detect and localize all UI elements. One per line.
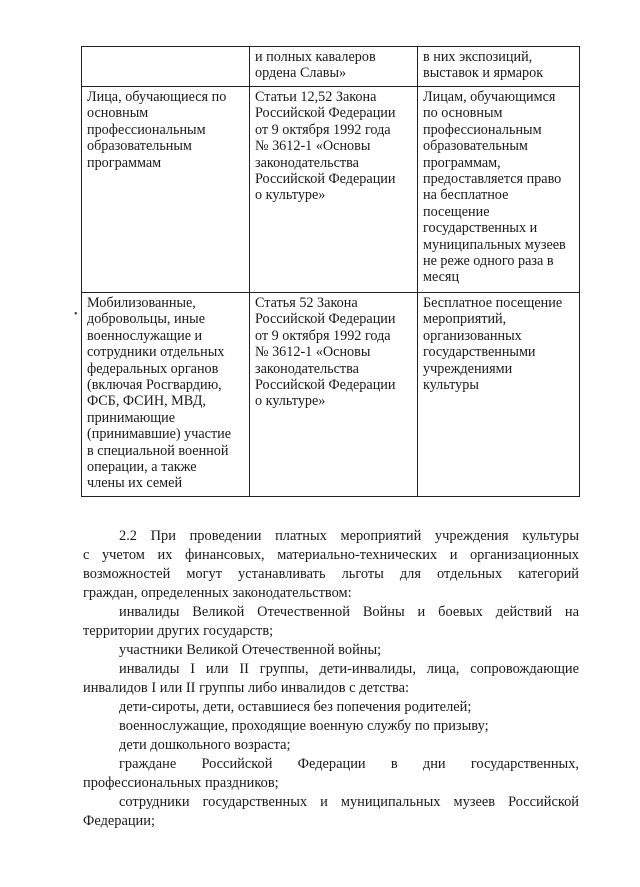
cell-text-line: федеральных органов (87, 360, 219, 377)
cell-text-line: в специальной военной (87, 442, 229, 459)
list-item-line: дети-сироты, дети, оставшиеся без попечения родителей; (119, 699, 472, 715)
cell-text-line: (принимавшие) участие (87, 426, 232, 443)
list-item-line: граждане Российской Федерации в дни государственных, (119, 756, 579, 772)
cell-text-line: выставок и ярмарок (423, 65, 544, 82)
cell-text-line: Статья 52 Закона (255, 295, 358, 311)
cell-text-line: посещение (423, 203, 490, 220)
table-row (82, 47, 580, 87)
cell-text-line: профессиональным (87, 121, 206, 138)
cell-text-line: государственными (423, 344, 536, 361)
cell-text-line: государственных и (423, 220, 538, 237)
cell-text-line: предоставляется право (423, 171, 562, 188)
table-cell-category (82, 87, 250, 293)
cell-text-line: культуры (423, 377, 479, 394)
list-item-line: участники Великой Отечественной войны; (119, 642, 382, 658)
cell-text-line: профессиональным (423, 121, 542, 138)
cell-text-line: муниципальных музеев (423, 236, 566, 253)
list-item-line: инвалиды I или II группы, дети-инвалиды, лица, сопровождающие (119, 661, 579, 677)
cell-text-line: образовательным (87, 138, 192, 155)
list-item-line: Федерации; (83, 813, 155, 829)
cell-text-line: законодательства (255, 360, 359, 377)
list-item-line: дети дошкольного возраста; (119, 737, 291, 753)
paragraph-2-2-line: 2.2 При проведении платных мероприятий учреждения культуры (119, 528, 579, 544)
paragraph-2-2-line: возможностей могут устанавливать льготы для отдельных категорий (83, 566, 579, 582)
list-item-line: военнослужащие, проходящие военную службу по призыву; (119, 718, 489, 734)
cell-text-line: и полных кавалеров (255, 49, 376, 65)
cell-text-line: военнослужащие и (87, 327, 203, 344)
list-item-line: инвалидов I или II группы либо инвалидов с детства: (83, 680, 409, 696)
cell-text-line: программам, (423, 154, 501, 171)
cell-text-line: (включая Росгвардию, (87, 377, 222, 394)
list-item-line: сотрудники государственных и муниципальных музеев Российской (119, 794, 579, 810)
cell-text-line: Мобилизованные, (87, 295, 196, 311)
cell-text-line: № 3612-1 «Основы (255, 138, 371, 155)
cell-text-line: от 9 октября 1992 года (255, 121, 391, 138)
cell-text-line: Российской Федерации (255, 105, 396, 122)
cell-text-line: мероприятий, (423, 311, 507, 328)
cell-text-line: ФСБ, ФСИН, МВД, (87, 393, 206, 410)
cell-text-line: добровольцы, иные (87, 311, 206, 328)
cell-text-line: от 9 октября 1992 года (255, 327, 391, 344)
table-cell-category (82, 293, 250, 497)
cell-text-line: Бесплатное посещение (423, 295, 563, 311)
table-cell-legal-basis (250, 47, 418, 87)
cell-text-line: не реже одного раза в (423, 253, 554, 270)
margin-mark: • (74, 309, 78, 320)
cell-text-line: члены их семей (87, 475, 183, 492)
cell-text-line: месяц (423, 269, 460, 286)
cell-text-line: на бесплатное (423, 187, 509, 204)
list-item-line: профессиональных праздников; (83, 775, 279, 791)
table-row (82, 87, 580, 293)
cell-text-line: Лицам, обучающимся (423, 89, 556, 105)
cell-text-line: операции, а также (87, 459, 197, 476)
cell-text-line: Лица, обучающиеся по (87, 89, 227, 105)
table-cell-benefit (418, 87, 580, 293)
cell-text-line: учреждениями (423, 360, 513, 377)
cell-text-line: организованных (423, 327, 522, 344)
cell-text-line: принимающие (87, 409, 176, 426)
cell-text-line: Статьи 12,52 Закона (255, 89, 377, 105)
paragraph-2-2-line: граждан, определенных законодательством: (83, 585, 352, 601)
list-item-line: инвалиды Великой Отечественной Войны и боевых действий на (119, 604, 579, 620)
cell-text-line: основным (87, 105, 149, 122)
list-item-line: территории других государств; (83, 623, 274, 639)
table-cell-legal-basis (250, 293, 418, 497)
table-cell-benefit (418, 47, 580, 87)
cell-text-line: о культуре» (255, 187, 326, 204)
benefits-table (81, 46, 580, 497)
paragraph-2-2-line: с учетом их финансовых, материально-технических и организационных (83, 547, 579, 563)
cell-text-line: Российской Федерации (255, 377, 396, 394)
cell-text-line: № 3612-1 «Основы (255, 344, 371, 361)
cell-text-line: Российской Федерации (255, 171, 396, 188)
cell-text-line: в них экспозиций, (423, 49, 533, 65)
cell-text-line: ордена Славы» (255, 65, 347, 82)
table-cell-benefit (418, 293, 580, 497)
cell-text-line: сотрудники отдельных (87, 344, 225, 361)
cell-text-line: законодательства (255, 154, 359, 171)
cell-text-line: Российской Федерации (255, 311, 396, 328)
table-row (82, 293, 580, 497)
cell-text-line: программам (87, 154, 162, 171)
benefits-table-body (82, 47, 580, 497)
cell-text-line: образовательным (423, 138, 528, 155)
table-cell-legal-basis (250, 87, 418, 293)
cell-text-line: по основным (423, 105, 503, 122)
cell-text-line: о культуре» (255, 393, 326, 410)
table-cell-category (82, 47, 250, 87)
